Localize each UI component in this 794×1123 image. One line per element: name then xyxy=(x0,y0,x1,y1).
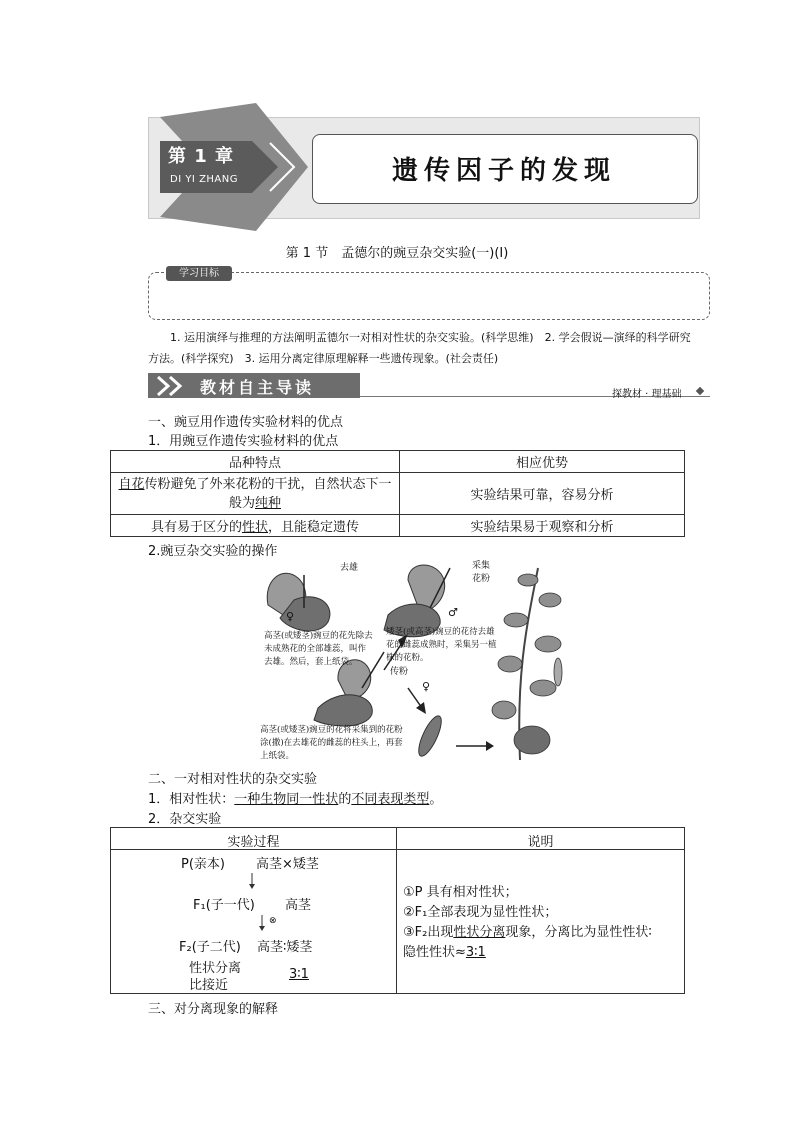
pollinate-label: 传粉 xyxy=(390,667,409,677)
part3-heading: 三、对分离现象的解释 xyxy=(148,1002,279,1017)
f1-label: F₁(子一代) xyxy=(193,898,255,913)
self-pollination-symbol: ⊗ xyxy=(269,916,277,926)
definition-text: 。 xyxy=(429,792,443,807)
segregation-label: 性状分离 xyxy=(189,961,242,976)
cell-text: ，且能稳定遗传 xyxy=(268,520,360,535)
underlined-answer: 不同表现类型 xyxy=(351,792,430,807)
underlined-answer: 性状分离 xyxy=(453,925,506,940)
part1-heading: 一、豌豆用作遗传实验材料的优点 xyxy=(148,415,344,430)
female-symbol: ♀ xyxy=(422,680,431,693)
part2-sub2: 2．杂交实验 xyxy=(148,812,222,827)
parent-cross: 高茎×矮茎 xyxy=(256,857,319,872)
table-cell xyxy=(111,473,400,515)
note-text: ③F₂出现 xyxy=(403,925,454,940)
table-header: 品种特点 xyxy=(111,451,400,473)
cell-text: 具有易于区分的 xyxy=(150,520,242,535)
underlined-answer: 同一性状 xyxy=(286,792,339,807)
definition-text: 的 xyxy=(338,792,352,807)
figure-caption-pollinate: 高茎(或矮茎)豌豆的花将采集到的花粉涂(撒)在去雄花的雌蕊的柱头上，再套上纸袋。 xyxy=(260,725,403,761)
definition-label: 1．相对性状： xyxy=(148,792,235,807)
collect-pollen-label: 采集花粉 xyxy=(472,561,491,584)
male-symbol: ♂ xyxy=(448,606,458,619)
goals-text: 1. 运用演绎与推理的方法阐明孟德尔一对相对性状的杂交实验。(科学思维) 2. 学会假说—演绎的科学研究方法。(科学探究) 3. 运用分离定律原理解释一些遗传现象。(社会责任) xyxy=(148,331,691,365)
underlined-answer: 自花 xyxy=(118,476,145,492)
down-arrow-icon xyxy=(256,914,268,932)
chapter-pinyin: DI YI ZHANG xyxy=(170,174,239,185)
experiment-notes xyxy=(403,883,683,963)
chapter-title: 遗传因子的发现 xyxy=(391,155,616,186)
cross-pollination-figure xyxy=(258,560,570,766)
table-cell: 实验结果可靠，容易分析 xyxy=(400,473,685,515)
note-text: 现象，分离比为显性性状∶ xyxy=(505,925,652,940)
note-line: ①P 具有相对性状； xyxy=(403,885,518,900)
part2-heading: 二、一对相对性状的杂交实验 xyxy=(148,772,318,787)
f1-value: 高茎 xyxy=(285,898,312,913)
chapter-label: 第 1 章 xyxy=(168,146,235,167)
f2-value: 高茎∶矮茎 xyxy=(257,940,313,955)
section-title: 第 1 节 孟德尔的豌豆杂交实验(一)(Ⅰ) xyxy=(285,246,509,261)
underlined-answer: 性状 xyxy=(241,520,268,535)
table-divider xyxy=(396,828,397,993)
underlined-answer: 3∶1 xyxy=(465,945,486,960)
double-chevron-icon xyxy=(152,375,196,397)
figure-caption-collect: 矮茎(或高茎)豌豆的花待去雄花的雌蕊成熟时，采集另一植株的花粉。 xyxy=(386,627,497,663)
note-text: 隐性性状≈ xyxy=(403,945,466,960)
cell-text: 传粉避免了外来花粉的干扰，自然状态下一般为 xyxy=(144,476,392,511)
female-symbol: ♀ xyxy=(286,610,295,623)
segregation-label-2: 比接近 xyxy=(189,978,229,993)
part1-sub2: 2.豌豆杂交实验的操作 xyxy=(148,544,278,559)
part1-sub1: 1．用豌豆作遗传实验材料的优点 xyxy=(148,434,339,449)
section-header-title: 教材自主导读 xyxy=(200,378,315,397)
goals-tag: 学习目标 xyxy=(166,266,232,281)
table-header: 说明 xyxy=(527,835,554,850)
f2-label: F₂(子二代) xyxy=(179,940,241,955)
goals-box xyxy=(148,272,710,320)
note-line xyxy=(403,923,683,943)
emasculate-label: 去雄 xyxy=(340,563,359,573)
figure-caption-emasculate: 高茎(或矮茎)豌豆的花先除去未成熟花的全部雄蕊，叫作去雄。然后，套上纸袋。 xyxy=(264,631,373,667)
down-arrow-icon xyxy=(246,872,258,890)
table-cell: 实验结果易于观察和分析 xyxy=(400,515,685,537)
hybrid-experiment-table xyxy=(110,827,685,994)
advantages-table xyxy=(110,450,685,537)
diamond-icon xyxy=(696,387,704,395)
segregation-ratio: 3∶1 xyxy=(289,967,309,982)
underlined-answer: 纯种 xyxy=(255,495,282,511)
table-cell xyxy=(111,515,400,537)
table-header: 相应优势 xyxy=(400,451,685,473)
note-line xyxy=(403,943,683,963)
relative-trait-definition xyxy=(148,788,442,807)
note-line: ②F₁全部表现为显性性状； xyxy=(403,905,558,920)
parent-label: P(亲本) xyxy=(181,857,225,872)
table-header: 实验过程 xyxy=(227,835,280,850)
underlined-answer: 一种生物 xyxy=(234,792,287,807)
section-header-subtitle: 探教材 · 理基础 xyxy=(612,389,682,400)
